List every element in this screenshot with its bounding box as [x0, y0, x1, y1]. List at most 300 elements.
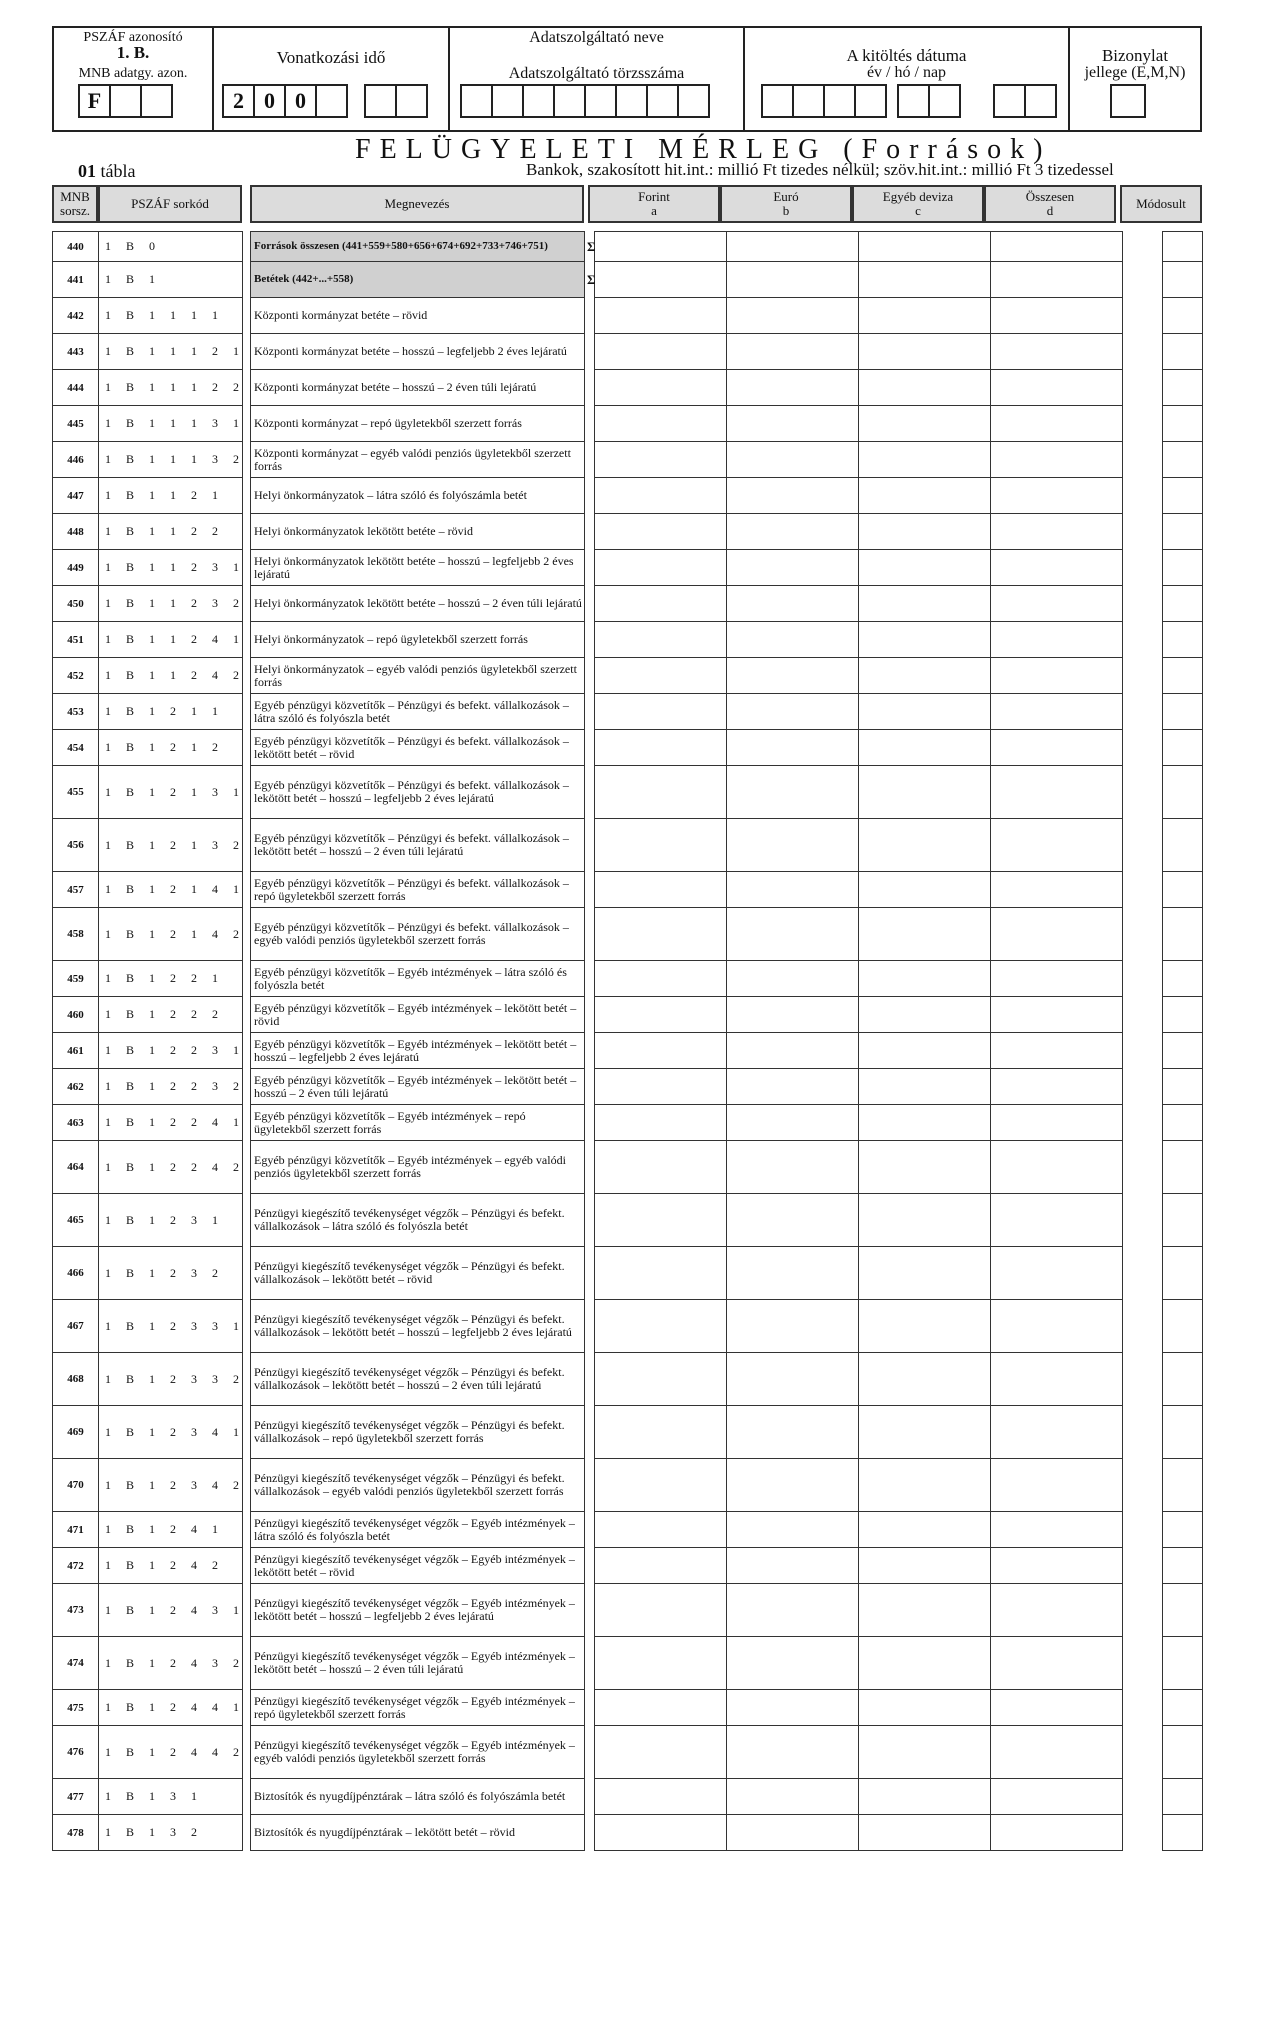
total-cell[interactable]: [991, 622, 1123, 658]
period-cell[interactable]: [315, 84, 348, 118]
modified-cell[interactable]: [1163, 622, 1203, 658]
forint-cell[interactable]: [595, 334, 727, 370]
total-cell[interactable]: [991, 1105, 1123, 1141]
euro-cell[interactable]: [727, 262, 859, 298]
other-currency-cell[interactable]: [859, 1690, 991, 1726]
total-cell[interactable]: [991, 1247, 1123, 1300]
total-cell[interactable]: [991, 1141, 1123, 1194]
forint-cell[interactable]: [595, 478, 727, 514]
sigma-mark: [585, 1726, 595, 1779]
euro-cell[interactable]: [727, 1459, 859, 1512]
forint-cell[interactable]: [595, 961, 727, 997]
table-row: [53, 370, 1203, 406]
total-cell[interactable]: [991, 1459, 1123, 1512]
euro-cell[interactable]: [727, 872, 859, 908]
euro-cell[interactable]: [727, 1512, 859, 1548]
col-pszaf-label: PSZÁF sorkód: [131, 196, 209, 211]
table-row: [53, 1637, 1203, 1690]
forint-cell[interactable]: [595, 514, 727, 550]
other-currency-cell[interactable]: [859, 1353, 991, 1406]
euro-cell[interactable]: [727, 1141, 859, 1194]
euro-cell[interactable]: [727, 1584, 859, 1637]
doc-type-cell[interactable]: [1110, 84, 1146, 118]
row-number: 440: [53, 232, 99, 262]
col-pszaf: [98, 185, 242, 223]
euro-cell[interactable]: [727, 1779, 859, 1815]
mnb-cell[interactable]: [140, 84, 173, 118]
other-currency-cell[interactable]: [859, 1548, 991, 1584]
euro-cell[interactable]: [727, 370, 859, 406]
provider-id-cell[interactable]: [646, 84, 679, 118]
euro-cell[interactable]: [727, 1300, 859, 1353]
euro-cell[interactable]: [727, 1105, 859, 1141]
forint-cell[interactable]: [595, 232, 727, 262]
forint-cell[interactable]: [595, 298, 727, 334]
total-cell[interactable]: [991, 1584, 1123, 1637]
row-gap: [1123, 1512, 1163, 1548]
total-cell[interactable]: [991, 298, 1123, 334]
total-cell[interactable]: [991, 1779, 1123, 1815]
other-currency-cell[interactable]: [859, 658, 991, 694]
provider-block: [450, 28, 743, 130]
total-cell[interactable]: [991, 586, 1123, 622]
table-row: [53, 1353, 1203, 1406]
row-number: 457: [53, 872, 99, 908]
total-cell[interactable]: [991, 997, 1123, 1033]
row-code: 1 B 1 1 2 2: [99, 514, 243, 550]
row-name: Biztosítók és nyugdíjpénztárak – lekötött betét – rövid: [251, 1815, 585, 1851]
page-title: FELÜGYELETI MÉRLEG (Források): [355, 134, 1052, 165]
forint-cell[interactable]: [595, 872, 727, 908]
forint-cell[interactable]: [595, 766, 727, 819]
date-year-cell[interactable]: [823, 84, 856, 118]
date-year-cell[interactable]: [854, 84, 887, 118]
sigma-mark: [585, 1815, 595, 1851]
row-name: Központi kormányzat betéte – hosszú – legfeljebb 2 éves lejáratú: [251, 334, 585, 370]
sigma-mark: [585, 961, 595, 997]
other-currency-cell[interactable]: [859, 622, 991, 658]
table-row: [53, 819, 1203, 872]
sigma-mark: [585, 1548, 595, 1584]
mnb-label: MNB adatgy. azon.: [78, 66, 188, 81]
total-cell[interactable]: [991, 694, 1123, 730]
row-code: 1 B 1 2 3 3 1: [99, 1300, 243, 1353]
provider-id-cell[interactable]: [522, 84, 555, 118]
row-gap: [243, 997, 251, 1033]
table-row: [53, 658, 1203, 694]
table-row: [53, 694, 1203, 730]
sigma-mark: [585, 766, 595, 819]
total-cell[interactable]: [991, 658, 1123, 694]
table-row: [53, 478, 1203, 514]
forint-cell[interactable]: [595, 1105, 727, 1141]
euro-cell[interactable]: [727, 961, 859, 997]
forint-cell[interactable]: [595, 1512, 727, 1548]
other-currency-cell[interactable]: [859, 1512, 991, 1548]
provider-id-cell[interactable]: [460, 84, 493, 118]
euro-cell[interactable]: [727, 1247, 859, 1300]
euro-cell[interactable]: [727, 1194, 859, 1247]
table-row: [53, 262, 1203, 298]
forint-cell[interactable]: [595, 1815, 727, 1851]
total-cell[interactable]: [991, 262, 1123, 298]
euro-cell[interactable]: [727, 766, 859, 819]
other-currency-cell[interactable]: [859, 766, 991, 819]
forint-cell[interactable]: [595, 622, 727, 658]
euro-cell[interactable]: [727, 406, 859, 442]
euro-cell[interactable]: [727, 1033, 859, 1069]
modified-cell[interactable]: [1163, 262, 1203, 298]
forint-cell[interactable]: [595, 1033, 727, 1069]
other-currency-cell[interactable]: [859, 232, 991, 262]
euro-cell[interactable]: [727, 334, 859, 370]
modified-cell[interactable]: [1163, 514, 1203, 550]
col-name: [250, 185, 584, 223]
euro-cell[interactable]: [727, 1815, 859, 1851]
euro-cell[interactable]: [727, 514, 859, 550]
other-currency-cell[interactable]: [859, 262, 991, 298]
provider-id-cell[interactable]: [553, 84, 586, 118]
modified-cell[interactable]: [1163, 1194, 1203, 1247]
forint-cell[interactable]: [595, 1548, 727, 1584]
provider-id-cell[interactable]: [677, 84, 710, 118]
other-currency-cell[interactable]: [859, 1105, 991, 1141]
euro-cell[interactable]: [727, 1637, 859, 1690]
other-currency-cell[interactable]: [859, 1459, 991, 1512]
row-code: 1 B 1 2 1 4 1: [99, 872, 243, 908]
sigma-mark: [585, 658, 595, 694]
other-currency-cell[interactable]: [859, 298, 991, 334]
modified-cell[interactable]: [1163, 872, 1203, 908]
table-row: [53, 334, 1203, 370]
modified-cell[interactable]: [1163, 1069, 1203, 1105]
forint-cell[interactable]: [595, 1779, 727, 1815]
other-currency-cell[interactable]: [859, 819, 991, 872]
other-currency-cell[interactable]: [859, 514, 991, 550]
other-currency-cell[interactable]: [859, 694, 991, 730]
modified-cell[interactable]: [1163, 406, 1203, 442]
forint-cell[interactable]: [595, 658, 727, 694]
date-day-cell[interactable]: [993, 84, 1026, 118]
other-currency-cell[interactable]: [859, 1584, 991, 1637]
row-number: 456: [53, 819, 99, 872]
euro-cell[interactable]: [727, 442, 859, 478]
table-row: [53, 1033, 1203, 1069]
date-year-cell[interactable]: [761, 84, 794, 118]
forint-cell[interactable]: [595, 1247, 727, 1300]
row-gap: [1123, 514, 1163, 550]
modified-cell[interactable]: [1163, 1353, 1203, 1406]
other-currency-cell[interactable]: [859, 872, 991, 908]
row-number: 458: [53, 908, 99, 961]
other-currency-cell[interactable]: [859, 442, 991, 478]
row-gap: [1123, 1726, 1163, 1779]
period-cell[interactable]: 0: [253, 84, 286, 118]
other-currency-cell[interactable]: [859, 730, 991, 766]
other-currency-cell[interactable]: [859, 961, 991, 997]
row-number: 467: [53, 1300, 99, 1353]
row-number: 445: [53, 406, 99, 442]
modified-cell[interactable]: [1163, 1141, 1203, 1194]
forint-cell[interactable]: [595, 1459, 727, 1512]
euro-cell[interactable]: [727, 478, 859, 514]
date-day-cell[interactable]: [1024, 84, 1057, 118]
table-row: [53, 514, 1203, 550]
sigma-mark: [585, 1300, 595, 1353]
forint-cell[interactable]: [595, 1726, 727, 1779]
modified-cell[interactable]: [1163, 961, 1203, 997]
modified-cell[interactable]: [1163, 550, 1203, 586]
modified-cell[interactable]: [1163, 1726, 1203, 1779]
modified-cell[interactable]: [1163, 694, 1203, 730]
modified-cell[interactable]: [1163, 1105, 1203, 1141]
date-year-cell[interactable]: [792, 84, 825, 118]
modified-cell[interactable]: [1163, 1637, 1203, 1690]
other-currency-cell[interactable]: [859, 1069, 991, 1105]
total-cell[interactable]: [991, 1406, 1123, 1459]
row-number: 459: [53, 961, 99, 997]
row-gap: [1123, 1584, 1163, 1637]
euro-cell[interactable]: [727, 550, 859, 586]
row-code: 1 B 1 2 2 1: [99, 961, 243, 997]
other-currency-cell[interactable]: [859, 1779, 991, 1815]
forint-cell[interactable]: [595, 1069, 727, 1105]
forint-cell[interactable]: [595, 997, 727, 1033]
modified-cell[interactable]: [1163, 232, 1203, 262]
row-gap: [1123, 1690, 1163, 1726]
total-cell[interactable]: [991, 1637, 1123, 1690]
row-name: Helyi önkormányzatok lekötött betéte – hosszú – 2 éven túli lejáratú: [251, 586, 585, 622]
forint-cell[interactable]: [595, 1584, 727, 1637]
euro-cell[interactable]: [727, 586, 859, 622]
sigma-mark: [585, 1459, 595, 1512]
row-code: 1 B 1 2 1 3 2: [99, 819, 243, 872]
pszaf-label: PSZÁF azonosító: [83, 30, 183, 45]
row-gap: [1123, 1548, 1163, 1584]
total-cell[interactable]: [991, 550, 1123, 586]
other-currency-cell[interactable]: [859, 406, 991, 442]
total-cell[interactable]: [991, 1300, 1123, 1353]
forint-cell[interactable]: [595, 908, 727, 961]
total-cell[interactable]: [991, 1512, 1123, 1548]
euro-cell[interactable]: [727, 1690, 859, 1726]
row-code: 1 B 1 1 2 4 1: [99, 622, 243, 658]
other-currency-cell[interactable]: [859, 1141, 991, 1194]
forint-cell[interactable]: [595, 370, 727, 406]
other-currency-cell[interactable]: [859, 1406, 991, 1459]
forint-cell[interactable]: [595, 406, 727, 442]
modified-cell[interactable]: [1163, 586, 1203, 622]
row-gap: [243, 1247, 251, 1300]
mnb-cell[interactable]: F: [78, 84, 111, 118]
modified-cell[interactable]: [1163, 442, 1203, 478]
other-currency-cell[interactable]: [859, 997, 991, 1033]
forint-cell[interactable]: [595, 550, 727, 586]
sigma-mark: [585, 908, 595, 961]
euro-cell[interactable]: [727, 997, 859, 1033]
other-currency-cell[interactable]: [859, 908, 991, 961]
mnb-cell[interactable]: [109, 84, 142, 118]
euro-cell[interactable]: [727, 658, 859, 694]
modified-cell[interactable]: [1163, 766, 1203, 819]
other-currency-cell[interactable]: [859, 1637, 991, 1690]
total-cell[interactable]: [991, 1353, 1123, 1406]
euro-cell[interactable]: [727, 232, 859, 262]
euro-cell[interactable]: [727, 1548, 859, 1584]
forint-cell[interactable]: [595, 442, 727, 478]
other-currency-cell[interactable]: [859, 1033, 991, 1069]
forint-cell[interactable]: [595, 1637, 727, 1690]
total-cell[interactable]: [991, 1690, 1123, 1726]
modified-cell[interactable]: [1163, 334, 1203, 370]
modified-cell[interactable]: [1163, 1815, 1203, 1851]
sigma-mark: [585, 1690, 595, 1726]
row-code: 1 B 1 2 4 3 1: [99, 1584, 243, 1637]
forint-cell[interactable]: [595, 586, 727, 622]
modified-cell[interactable]: [1163, 1033, 1203, 1069]
row-gap: [243, 262, 251, 298]
total-cell[interactable]: [991, 478, 1123, 514]
other-currency-cell[interactable]: [859, 478, 991, 514]
total-cell[interactable]: [991, 908, 1123, 961]
euro-cell[interactable]: [727, 1406, 859, 1459]
row-gap: [243, 1548, 251, 1584]
forint-cell[interactable]: [595, 262, 727, 298]
total-cell[interactable]: [991, 370, 1123, 406]
total-cell[interactable]: [991, 961, 1123, 997]
modified-cell[interactable]: [1163, 478, 1203, 514]
modified-cell[interactable]: [1163, 1459, 1203, 1512]
total-cell[interactable]: [991, 1033, 1123, 1069]
total-cell[interactable]: [991, 442, 1123, 478]
other-currency-cell[interactable]: [859, 1300, 991, 1353]
row-code: 1 B 1 1 1 1: [99, 298, 243, 334]
col-total-sub: d: [1046, 203, 1054, 218]
modified-cell[interactable]: [1163, 1584, 1203, 1637]
col-total-label: Összesen: [1025, 189, 1075, 204]
forint-cell[interactable]: [595, 819, 727, 872]
table-row: [53, 961, 1203, 997]
date-label: A kitöltés dátuma: [846, 46, 967, 65]
other-currency-cell[interactable]: [859, 370, 991, 406]
row-number: 441: [53, 262, 99, 298]
total-cell[interactable]: [991, 1194, 1123, 1247]
provider-id-cell[interactable]: [491, 84, 524, 118]
forint-cell[interactable]: [595, 1194, 727, 1247]
other-currency-cell[interactable]: [859, 1194, 991, 1247]
euro-cell[interactable]: [727, 730, 859, 766]
row-gap: [1123, 370, 1163, 406]
other-currency-cell[interactable]: [859, 550, 991, 586]
other-currency-cell[interactable]: [859, 1726, 991, 1779]
table-row: [53, 1815, 1203, 1851]
total-cell[interactable]: [991, 819, 1123, 872]
col-other: [852, 185, 984, 223]
modified-cell[interactable]: [1163, 1300, 1203, 1353]
total-cell[interactable]: [991, 232, 1123, 262]
euro-cell[interactable]: [727, 819, 859, 872]
pszaf-value: 1. B.: [116, 43, 150, 62]
sigma-mark: [585, 1194, 595, 1247]
euro-cell[interactable]: [727, 298, 859, 334]
modified-cell[interactable]: [1163, 658, 1203, 694]
forint-cell[interactable]: [595, 1141, 727, 1194]
col-total: [984, 185, 1116, 223]
total-cell[interactable]: [991, 1726, 1123, 1779]
euro-cell[interactable]: [727, 694, 859, 730]
forint-cell[interactable]: [595, 730, 727, 766]
other-currency-cell[interactable]: [859, 334, 991, 370]
table-row: [53, 872, 1203, 908]
total-cell[interactable]: [991, 1069, 1123, 1105]
modified-cell[interactable]: [1163, 997, 1203, 1033]
total-cell[interactable]: [991, 514, 1123, 550]
modified-cell[interactable]: [1163, 730, 1203, 766]
total-cell[interactable]: [991, 730, 1123, 766]
modified-cell[interactable]: [1163, 819, 1203, 872]
sigma-mark: [585, 1779, 595, 1815]
total-cell[interactable]: [991, 1815, 1123, 1851]
provider-name-field[interactable]: [456, 48, 738, 62]
euro-cell[interactable]: [727, 622, 859, 658]
period-cell[interactable]: [395, 84, 428, 118]
other-currency-cell[interactable]: [859, 1815, 991, 1851]
table-row: [53, 406, 1203, 442]
modified-cell[interactable]: [1163, 1247, 1203, 1300]
euro-cell[interactable]: [727, 908, 859, 961]
total-cell[interactable]: [991, 406, 1123, 442]
modified-cell[interactable]: [1163, 1512, 1203, 1548]
modified-cell[interactable]: [1163, 1779, 1203, 1815]
total-cell[interactable]: [991, 334, 1123, 370]
date-month-cell[interactable]: [897, 84, 930, 118]
modified-cell[interactable]: [1163, 370, 1203, 406]
row-number: 464: [53, 1141, 99, 1194]
forint-cell[interactable]: [595, 1353, 727, 1406]
row-number: 469: [53, 1406, 99, 1459]
total-cell[interactable]: [991, 766, 1123, 819]
period-cell[interactable]: 2: [222, 84, 255, 118]
modified-cell[interactable]: [1163, 1548, 1203, 1584]
forint-cell[interactable]: [595, 1406, 727, 1459]
doc-type-block: [1070, 28, 1200, 130]
forint-cell[interactable]: [595, 1300, 727, 1353]
row-name: Pénzügyi kiegészítő tevékenységet végzők – Egyéb intézmények – látra szóló és folyószla betét: [251, 1512, 585, 1548]
modified-cell[interactable]: [1163, 1406, 1203, 1459]
euro-cell[interactable]: [727, 1726, 859, 1779]
total-cell[interactable]: [991, 872, 1123, 908]
provider-id-cell[interactable]: [584, 84, 617, 118]
period-cell[interactable]: [364, 84, 397, 118]
row-code: 1 B 1 2 2 4 1: [99, 1105, 243, 1141]
other-currency-cell[interactable]: [859, 586, 991, 622]
modified-cell[interactable]: [1163, 908, 1203, 961]
row-number: 443: [53, 334, 99, 370]
other-currency-cell[interactable]: [859, 1247, 991, 1300]
euro-cell[interactable]: [727, 1353, 859, 1406]
row-number: 450: [53, 586, 99, 622]
euro-cell[interactable]: [727, 1069, 859, 1105]
sigma-mark: Σ: [587, 271, 596, 287]
total-cell[interactable]: [991, 1548, 1123, 1584]
provider-id-cell[interactable]: [615, 84, 648, 118]
date-month-cell[interactable]: [928, 84, 961, 118]
modified-cell[interactable]: [1163, 298, 1203, 334]
period-cell[interactable]: 0: [284, 84, 317, 118]
forint-cell[interactable]: [595, 1690, 727, 1726]
forint-cell[interactable]: [595, 694, 727, 730]
modified-cell[interactable]: [1163, 1690, 1203, 1726]
